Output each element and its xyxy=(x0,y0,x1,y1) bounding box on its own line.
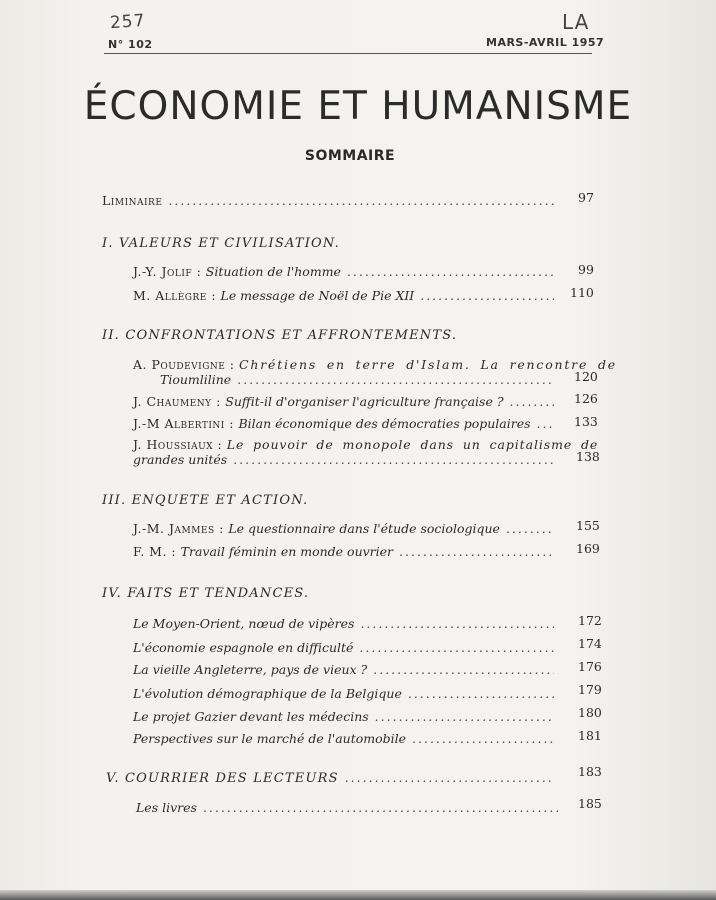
issue-date: MARS-AVRIL 1957 xyxy=(486,36,605,49)
entry-author: J. Houssiaux xyxy=(133,437,214,452)
entry-title: Les livres xyxy=(136,800,197,815)
entry-title: Chrétiens en terre d'Islam. La rencontre de xyxy=(239,357,617,372)
entry-title: Suffit-il d'organiser l'agriculture française ? xyxy=(225,394,504,409)
toc-entry: J.-Y. Jolif : Situation de l'homme ..... xyxy=(133,264,560,279)
page-number: 97 xyxy=(578,190,594,205)
entry-title: Le message de Noël de Pie XII xyxy=(220,288,415,303)
toc-entry-line2 xyxy=(133,452,560,467)
header-rule xyxy=(104,53,592,54)
sommaire-heading: SOMMAIRE xyxy=(304,148,396,164)
page-number: 183 xyxy=(578,764,602,779)
issue-number: N° 102 xyxy=(108,38,153,51)
toc-entry-line1: J. Houssiaux : Le pouvoir de monopole dans un capitalisme de xyxy=(133,437,599,452)
toc-entry-livres xyxy=(136,800,564,815)
page-number: 179 xyxy=(578,682,602,697)
entry-author: J.-M. Jammes xyxy=(133,521,215,536)
page-number: 172 xyxy=(578,613,602,628)
entry-title: L'économie espagnole en difficulté xyxy=(133,640,354,655)
entry-title: Travail féminin en monde ouvrier xyxy=(180,544,394,559)
toc-entry-courrier xyxy=(106,770,560,786)
entry-title: Le pouvoir de monopole dans un capitalisme de xyxy=(226,437,599,452)
entry-title: Situation de l'homme xyxy=(205,264,341,279)
page-number: 174 xyxy=(578,636,602,651)
toc-entry: J.-M Albertini : Bilan économique des démocraties populaires ..... xyxy=(133,416,560,431)
toc-entry xyxy=(133,640,560,655)
entry-title: Bilan économique des démocraties populaires xyxy=(238,416,531,431)
section-heading: II. CONFRONTATIONS ET AFFRONTEMENTS. xyxy=(102,328,458,343)
page-number: 169 xyxy=(576,541,600,556)
handwritten-number: 257 xyxy=(109,10,147,34)
entry-title: Le Moyen-Orient, nœud de vipères xyxy=(133,616,355,631)
page-bottom-edge xyxy=(0,890,716,900)
section-heading: III. ENQUETE ET ACTION. xyxy=(102,493,309,508)
toc-entry: F. M. : Travail féminin en monde ouvrier ..... xyxy=(133,544,560,559)
entry-title-cont: grandes unités xyxy=(133,452,228,467)
toc-entry: J.-M. Jammes : Le questionnaire dans l'étude sociologique ..... xyxy=(133,521,560,536)
page-number: 126 xyxy=(574,391,598,406)
journal-title: ÉCONOMIE ET HUMANISME xyxy=(83,84,633,129)
entry-author: J.-M Albertini xyxy=(133,416,225,431)
entry-label: Liminaire xyxy=(102,193,163,208)
page-number: 155 xyxy=(576,518,600,533)
toc-entry: J. Chaumeny : Suffit-il d'organiser l'agriculture française ? ..... xyxy=(133,394,560,409)
toc-entry xyxy=(133,686,560,701)
entry-author: J. Chaumeny xyxy=(133,394,212,409)
toc-entry xyxy=(133,616,560,631)
entry-author: J.-Y. Jolif xyxy=(133,264,193,279)
section-heading: V. COURRIER DES LECTEURS xyxy=(106,771,339,786)
toc-entry xyxy=(133,662,560,677)
section-heading: I. VALEURS ET CIVILISATION. xyxy=(102,236,340,251)
toc-entry-line1: A. Poudevigne : Chrétiens en terre d'Islam. La rencontre de xyxy=(133,357,617,372)
toc-entry-line2 xyxy=(160,372,560,387)
entry-title-cont: Tioumliline xyxy=(160,372,232,387)
page-number: 180 xyxy=(578,705,602,720)
entry-title: La vieille Angleterre, pays de vieux ? xyxy=(133,662,368,677)
entry-title: Le projet Gazier devant les médecins xyxy=(133,709,369,724)
toc-entry-liminaire xyxy=(102,193,560,208)
handwritten-initials: LA xyxy=(562,10,590,34)
toc-entry: M. Allègre : Le message de Noël de Pie XII ..... xyxy=(133,288,560,303)
page-number: 181 xyxy=(578,728,602,743)
page-number: 99 xyxy=(578,262,594,277)
section-heading: IV. FAITS ET TENDANCES. xyxy=(102,586,310,601)
page-number: 138 xyxy=(576,449,600,464)
page-number: 176 xyxy=(578,659,602,674)
toc-entry xyxy=(133,731,560,746)
page-number: 133 xyxy=(574,414,598,429)
entry-author: A. Poudevigne xyxy=(133,357,226,372)
page-number: 120 xyxy=(574,369,598,384)
page-number: 185 xyxy=(578,796,602,811)
entry-title: Perspectives sur le marché de l'automobile xyxy=(133,731,407,746)
toc-entry xyxy=(133,709,560,724)
entry-author: M. Allègre xyxy=(133,288,207,303)
page-number: 110 xyxy=(570,285,594,300)
entry-author: F. M. xyxy=(133,544,167,559)
entry-title: Le questionnaire dans l'étude sociologique xyxy=(228,521,500,536)
entry-title: L'évolution démographique de la Belgique xyxy=(133,686,402,701)
